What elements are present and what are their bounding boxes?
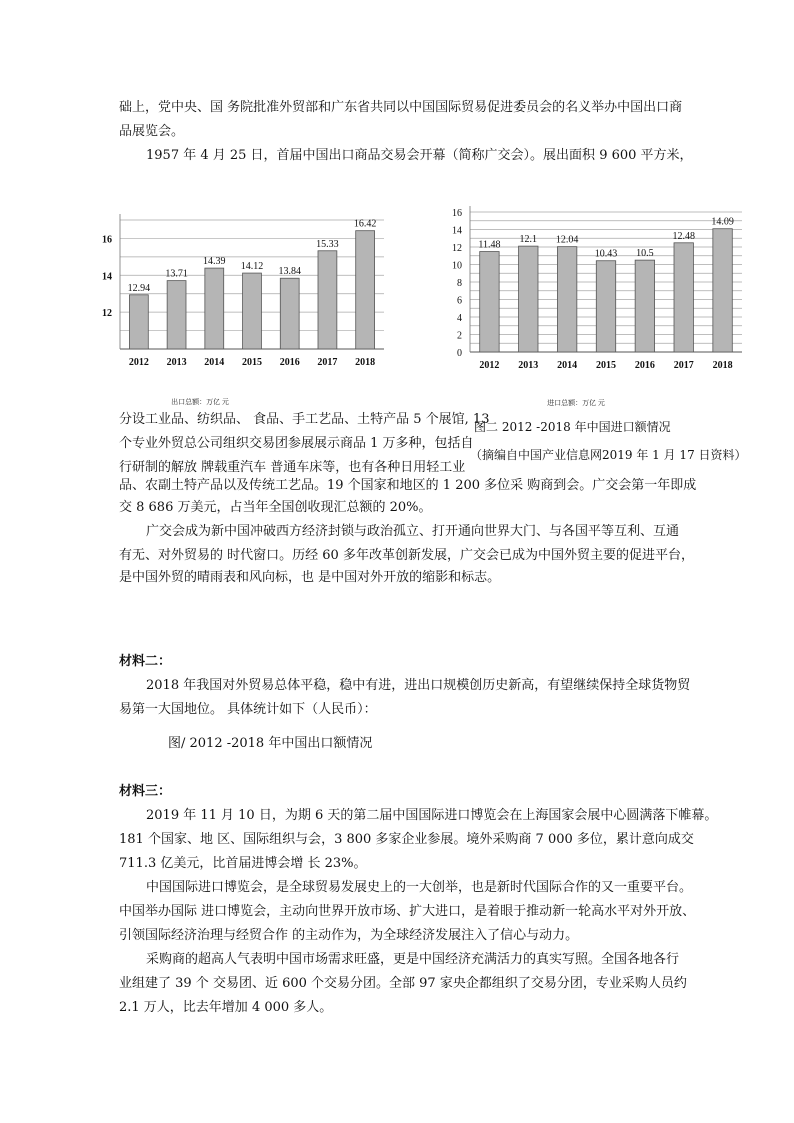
bar-value-label: 12.48 (672, 230, 695, 242)
bar-value-label: 12.04 (555, 234, 579, 246)
bar (356, 231, 375, 349)
bar (557, 247, 576, 352)
y-tick-label: 0 (457, 348, 462, 359)
paragraph-line: 181 个国家、地 区、国际组织与会，3 800 多家企业参展。境外采购商 7 000 多位，累计意向成交 (119, 832, 694, 847)
x-tick-label: 2012 (479, 360, 500, 371)
bar-value-label: 12.94 (127, 282, 151, 294)
material-3-heading: 材料三： (119, 784, 172, 799)
chart-footer-label: 出口总额：万亿 元 (171, 398, 229, 406)
bar-value-label: 14.39 (203, 256, 226, 268)
x-tick-label: 2016 (279, 357, 300, 368)
paragraph-line: 业组建了 39 个 交易团、近 600 个交易分团。全部 97 家央企都组织了交易分团，专业采购人员约 (119, 976, 687, 991)
x-tick-label: 2014 (204, 357, 225, 368)
paragraph-line: 分设工业品、纺织品、 食品、手工艺品、土特产品 5 个展馆, 13 (119, 412, 490, 427)
paragraph-line: 1957 年 4 月 25 日，首届中国出口商品交易会开幕（简称广交会）。展出面积 9 600 平方米， (146, 148, 693, 163)
bar (129, 295, 148, 349)
x-tick-label: 2013 (166, 357, 187, 368)
y-tick-label: 16 (452, 208, 462, 219)
y-tick-label: 4 (457, 313, 462, 324)
x-tick-label: 2018 (355, 357, 376, 368)
bar-value-label: 13.71 (165, 268, 188, 280)
y-tick-label: 14 (452, 225, 462, 237)
bar (167, 281, 186, 349)
bar-value-label: 16.42 (353, 218, 377, 230)
export-bar-chart (92, 212, 392, 408)
x-tick-label: 2018 (712, 360, 733, 371)
paragraph-line: 行研制的解放 牌载重汽车 普通车床等，也有各种日用轻工业 (119, 460, 466, 475)
x-tick-label: 2014 (557, 360, 578, 371)
paragraph-line: 2019 年 11 月 10 日，为期 6 天的第二届中国国际进口博览会在上海国家会展中心圆满落下帷幕。 (146, 808, 718, 823)
paragraph-line: 个专业外贸总公司组织交易团参展展示商品 1 万多种，包括自 (119, 436, 474, 451)
bar-value-label: 14.12 (240, 261, 264, 273)
bar (674, 243, 693, 352)
paragraph-line: 2018 年我国对外贸易总体平稳，稳中有进，进出口规模创历史新高，有望继续保持全球货物贸 (146, 678, 691, 693)
figure-1-caption: 图/ 2012 -2018 年中国出口额情况 (168, 736, 373, 751)
paragraph-line: 引领国际经济治理与经贸合作 的主动作为，为全球经济发展注入了信心与动力。 (119, 928, 579, 943)
paragraph-line: 中国国际进口博览会，是全球贸易发展史上的一大创举，也是新时代国际合作的又一重要平台。 (146, 880, 693, 895)
material-2-heading: 材料二： (119, 654, 172, 669)
bar-value-label: 14.09 (711, 216, 734, 228)
y-tick-label: 6 (457, 295, 462, 307)
y-tick-label: 16 (102, 234, 112, 246)
paragraph-line: 交 8 686 万美元，占当年全国创收现汇总额的 20%。 (119, 500, 432, 515)
bar-value-label: 12.1 (519, 234, 538, 246)
bar (596, 261, 615, 352)
bar (243, 273, 262, 349)
paragraph-line: 础上，党中央、国 务院批准外贸部和广东省共同以中国国际贸易促进委员会的名义举办中国出口商 (119, 100, 683, 115)
paragraph-line: 采购商的超高人气表明中国市场需求旺盛，更是中国经济充满活力的真实写照。全国各地各行 (146, 952, 680, 967)
bar-value-label: 15.33 (316, 238, 339, 250)
paragraph-line: 品、农副土特产品以及传统工艺品。19 个国家和地区的 1 200 多位采 购商到会。广交会第一年即成 (119, 478, 697, 493)
x-tick-label: 2017 (317, 357, 338, 368)
bar-value-label: 11.48 (478, 239, 501, 251)
paragraph-line: 2.1 万人，比去年增加 4 000 多人。 (119, 1000, 333, 1015)
bar (519, 246, 538, 352)
export-chart (92, 212, 392, 412)
chart-footer-label: 进口总额：万亿 元 (547, 399, 605, 407)
x-tick-label: 2015 (242, 357, 262, 368)
paragraph-line: 711.3 亿美元，比首届进博会增 长 23%。 (119, 856, 367, 871)
bar (713, 229, 732, 352)
bar (318, 251, 337, 349)
y-tick-label: 14 (102, 271, 112, 283)
y-tick-label: 12 (452, 243, 462, 254)
x-tick-label: 2013 (518, 360, 539, 371)
bar (205, 268, 224, 349)
bar (280, 278, 299, 349)
figure-2-caption: 图二 2012 -2018 年中国进口额情况 (474, 420, 671, 434)
x-tick-label: 2012 (128, 357, 149, 368)
y-tick-label: 12 (102, 308, 112, 320)
import-bar-chart (440, 200, 750, 410)
bar (480, 252, 499, 352)
x-tick-label: 2016 (634, 360, 655, 371)
paragraph-line: 易第一大国地位。 具体统计如下（人民币）： (119, 702, 377, 717)
import-chart (440, 200, 750, 414)
x-tick-label: 2017 (673, 360, 694, 371)
figure-2-source: （摘编自中国产业信息网2019 年 1 月 17 日资料） (470, 448, 747, 462)
bar-value-label: 10.5 (636, 248, 654, 260)
y-tick-label: 10 (452, 260, 462, 272)
paragraph-line: 是中国外贸的晴雨表和风向标，也 是中国对外开放的缩影和标志。 (119, 570, 501, 585)
y-tick-label: 2 (457, 330, 462, 342)
paragraph-line: 中国举办国际 进口博览会，主动向世界开放市场、扩大进口，是着眼于推动新一轮高水平对外开放、 (119, 904, 696, 919)
bar (635, 260, 654, 352)
y-tick-label: 8 (457, 278, 462, 289)
paragraph-line: 品展览会。 (119, 124, 185, 139)
x-tick-label: 2015 (596, 360, 616, 371)
paragraph-line: 有无、对外贸易的 时代窗口。历经 60 多年改革创新发展，广交会已成为中国外贸主要的促进平台， (119, 548, 694, 563)
bar-value-label: 13.84 (278, 266, 301, 278)
paragraph-line: 广交会成为新中国冲破西方经济封锁与政治孤立、打开通向世界大门、与各国平等互利、互通 (146, 524, 680, 539)
bar-value-label: 10.43 (594, 248, 618, 260)
